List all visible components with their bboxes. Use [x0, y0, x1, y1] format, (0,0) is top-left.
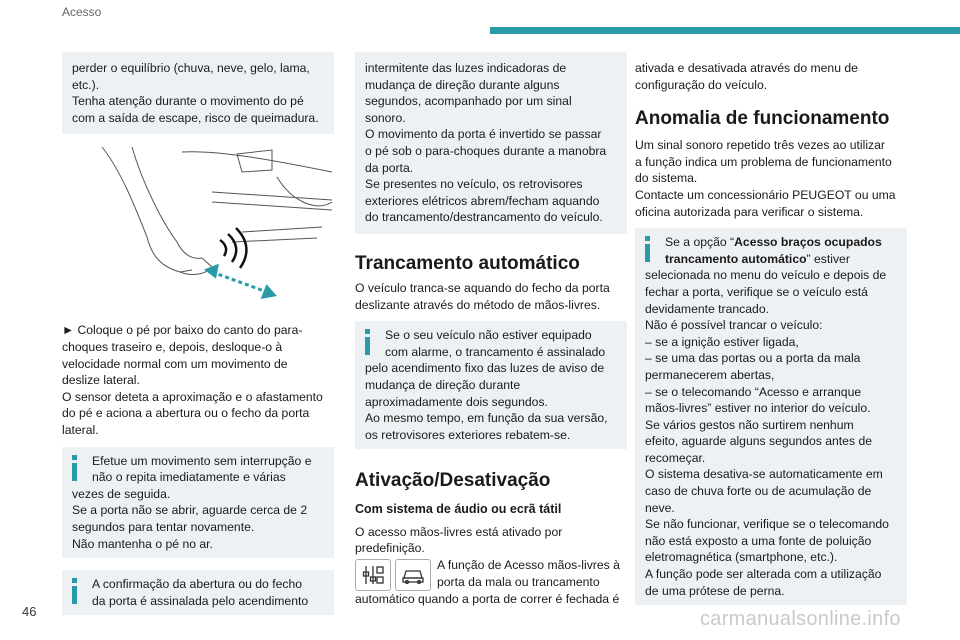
text-line: pelo acendimento fixo das luzes de aviso de	[365, 361, 605, 376]
text-line: predefinição.	[355, 541, 425, 556]
text-line: O sensor deteta a aproximação e o afastamento	[62, 389, 323, 404]
text-line: vezes de seguida.	[72, 486, 171, 501]
text-line: do pé e aciona a abertura ou o fecho da porta	[62, 406, 310, 421]
text-line: – se uma das portas ou a porta da mala	[645, 351, 861, 366]
page-number: 46	[22, 604, 37, 619]
column-2	[355, 52, 627, 608]
text-line: recomeçar.	[645, 450, 706, 465]
text-line: Se presentes no veículo, os retrovisores	[365, 177, 583, 192]
text-line: da porta é assinalada pelo acendimento	[92, 593, 309, 608]
text-line: O veículo tranca-se aquando do fecho da porta	[355, 280, 610, 295]
text-line: eletromagnética (smartphone, etc.).	[645, 550, 838, 565]
page-header-title: Acesso	[62, 5, 102, 19]
text-line: não o repita imediatamente e várias	[92, 470, 286, 485]
text-line: automático quando a porta de correr é fechada é	[355, 592, 620, 607]
paragraph	[635, 137, 907, 220]
paragraph	[355, 524, 627, 557]
text-line: Não é possível trancar o veículo:	[645, 318, 823, 333]
text-line: deslizante através do método de mãos-livres.	[355, 297, 601, 312]
text-line: Um sinal sonoro repetido três vezes ao utilizar	[635, 138, 885, 153]
text-line: aproximadamente dois segundos.	[365, 394, 548, 409]
paragraph	[355, 280, 627, 313]
text-line: deslize lateral.	[62, 373, 140, 388]
text-line: O movimento da porta é invertido se passar	[365, 127, 602, 142]
foot-sensor-illustration	[62, 142, 334, 302]
text-line: A confirmação da abertura ou do fecho	[92, 577, 303, 592]
foot-sensor-drawing	[62, 142, 334, 302]
text-line: não está exposto a uma fonte de poluição	[645, 533, 872, 548]
text-line: configuração do veículo.	[635, 77, 768, 92]
text-line: mãos-livres” estiver no interior do veículo.	[645, 401, 871, 416]
text-line: sonoro.	[365, 110, 406, 125]
note-text: ” estiver	[806, 251, 850, 266]
text-line: selecionada no menu do veículo e depois de	[645, 268, 887, 283]
info-icon	[645, 236, 650, 266]
text-line: Ao mesmo tempo, em função da sua versão,	[365, 411, 608, 426]
info-icon	[72, 455, 77, 485]
note-box	[62, 447, 334, 559]
text-line: os retrovisores exteriores rebatem-se.	[365, 427, 571, 442]
icon-group	[355, 559, 431, 591]
subheading: Com sistema de áudio ou ecrã tátil	[355, 502, 562, 517]
note-box	[635, 228, 907, 605]
text-line: – se o telecomando “Acesso e arranque	[645, 384, 862, 399]
section-heading: Ativação/Desativação	[355, 470, 551, 492]
text-line: A função pode ser alterada com a utilização	[645, 567, 882, 582]
instruction-paragraph	[62, 322, 334, 438]
text-line: do trancamento/destrancamento do veículo.	[365, 210, 603, 225]
text-line: porta da mala ou trancamento	[437, 574, 600, 589]
note-bold: trancamento automático	[665, 251, 807, 266]
text-line: efeito, aguarde alguns segundos antes de	[645, 434, 872, 449]
note-box	[62, 52, 334, 134]
text-line: mudança de direção durante	[365, 377, 521, 392]
text-line: Tenha atenção durante o movimento do pé	[72, 94, 304, 109]
text-line: exteriores elétricos abrem/fecham aquando	[365, 193, 600, 208]
page-header-bar	[490, 27, 960, 34]
text-line: caso de chuva forte ou de acumulação de	[645, 484, 872, 499]
text-line: Não mantenha o pé no ar.	[72, 536, 213, 551]
text-line: velocidade normal com um movimento de	[62, 356, 288, 371]
text-line: Se não funcionar, verifique se o telecomando	[645, 517, 889, 532]
text-line: com a saída de escape, risco de queimadura.	[72, 110, 319, 125]
note-box	[355, 321, 627, 449]
text-line: lateral.	[62, 422, 99, 437]
info-icon	[365, 329, 370, 359]
text-line: O sistema desativa-se automaticamente em	[645, 467, 883, 482]
text-line: o pé sob o para-choques durante a manobra	[365, 143, 607, 158]
settings-icon	[355, 559, 391, 591]
text-line: permanecerem abertas,	[645, 367, 775, 382]
text-line: da porta.	[365, 160, 414, 175]
text-line	[645, 234, 897, 251]
text-line: A função de Acesso mãos-livres à	[437, 558, 620, 573]
watermark: carmanualsonline.info	[700, 608, 901, 630]
text-line: choques traseiro e, depois, desloque-o à	[62, 339, 283, 354]
text-line: O acesso mãos-livres está ativado por	[355, 524, 563, 539]
column-1	[62, 52, 334, 615]
text-line: a função indica um problema de funcionamento	[635, 154, 892, 169]
section-heading: Trancamento automático	[355, 252, 580, 274]
note-text: Se a opção “	[665, 235, 735, 250]
section-heading: Anomalia de funcionamento	[635, 108, 890, 130]
text-line: – se a ignição estiver ligada,	[645, 334, 799, 349]
text-line: intermitente das luzes indicadoras de	[365, 61, 567, 75]
paragraph	[635, 60, 907, 93]
text-line: fechar a porta, verifique se o veículo está	[645, 284, 868, 299]
text-line: Se o seu veículo não estiver equipado	[385, 328, 592, 343]
text-line: de uma prótese de perna.	[645, 583, 785, 598]
text-line: ► Coloque o pé por baixo do canto do para-	[62, 323, 303, 338]
text-line: neve.	[645, 500, 675, 515]
car-icon	[395, 559, 431, 591]
text-line: oficina autorizada para verificar o sistema.	[635, 204, 864, 219]
text-line	[645, 251, 897, 268]
text-line: Efetue um movimento sem interrupção e	[92, 453, 312, 468]
text-line: devidamente trancado.	[645, 301, 769, 316]
text-line: etc.).	[72, 77, 100, 92]
text-line: do sistema.	[635, 171, 698, 186]
text-line: segundos para tentar novamente.	[72, 519, 255, 534]
info-icon	[72, 578, 77, 608]
text-line: ativada e desativada através do menu de	[635, 61, 858, 75]
text-line: perder o equilíbrio (chuva, neve, gelo, lama,	[72, 61, 310, 75]
text-line: segundos, acompanhado por um sinal	[365, 94, 572, 109]
note-box	[62, 570, 334, 615]
text-line: Contacte um concessionário PEUGEOT ou uma	[635, 187, 896, 202]
text-line: mudança de direção durante alguns	[365, 77, 560, 92]
note-box	[355, 52, 627, 234]
paragraph-with-icons	[355, 557, 627, 608]
column-3	[635, 60, 907, 605]
text-line: com alarme, o trancamento é assinalado	[385, 344, 606, 359]
text-line: Se vários gestos não surtirem nenhum	[645, 417, 854, 432]
note-bold: Acesso braços ocupados	[734, 235, 882, 250]
text-line: Se a porta não se abrir, aguarde cerca de 2	[72, 503, 308, 518]
